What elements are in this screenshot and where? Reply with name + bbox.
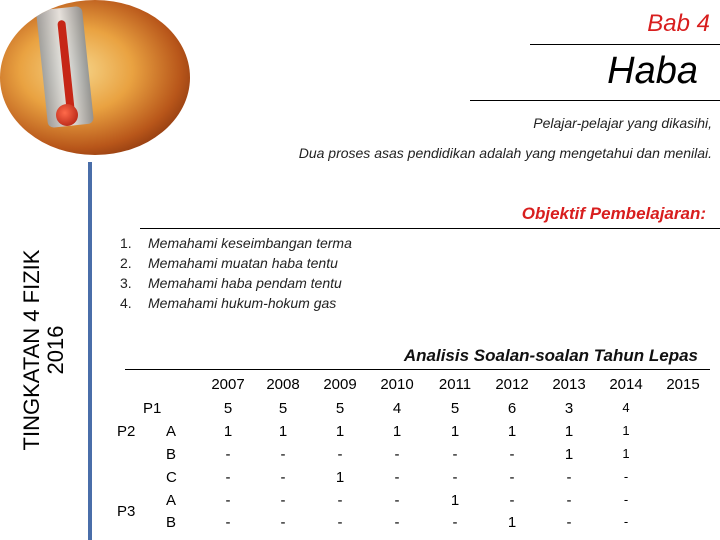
row-group-label: P2 bbox=[117, 423, 136, 440]
table-cell: 6 bbox=[507, 400, 517, 417]
row-group-label: P1 bbox=[143, 400, 162, 417]
row-sub-label: C bbox=[166, 469, 177, 486]
table-cell: - bbox=[452, 446, 458, 463]
table-cell: - bbox=[225, 492, 231, 509]
table-cell: 4 bbox=[622, 400, 630, 415]
table-cell: - bbox=[566, 469, 572, 486]
table-cell: 1 bbox=[335, 469, 345, 486]
objective-item: 4. Memahami hukum-hokum gas bbox=[120, 295, 337, 311]
year-header: 2013 bbox=[552, 376, 586, 393]
analysis-underline bbox=[125, 369, 710, 370]
table-cell: 1 bbox=[564, 446, 574, 463]
row-sub-label: B bbox=[166, 514, 177, 531]
table-cell: - bbox=[225, 514, 231, 531]
title-underline bbox=[470, 100, 720, 101]
year-header: 2008 bbox=[266, 376, 300, 393]
page-title: Haba bbox=[607, 50, 698, 92]
table-cell: 1 bbox=[392, 423, 402, 440]
table-cell: - bbox=[337, 492, 343, 509]
table-cell: - bbox=[280, 492, 286, 509]
table-cell: - bbox=[623, 492, 629, 507]
table-cell: - bbox=[225, 469, 231, 486]
objective-item: 3. Memahami haba pendam tentu bbox=[120, 275, 342, 291]
table-cell: - bbox=[509, 492, 515, 509]
table-cell: - bbox=[394, 469, 400, 486]
objectives-underline bbox=[140, 228, 720, 229]
intro-greeting: Pelajar-pelajar yang dikasihi, bbox=[533, 115, 712, 131]
table-cell: 1 bbox=[223, 423, 233, 440]
side-banner-line1: TINGKATAN 4 FIZIK bbox=[19, 249, 44, 451]
table-cell: - bbox=[509, 446, 515, 463]
row-sub-label: A bbox=[166, 492, 177, 509]
side-banner bbox=[20, 185, 68, 515]
table-cell: 1 bbox=[622, 446, 630, 461]
table-cell: - bbox=[623, 469, 629, 484]
chapter-underline bbox=[530, 44, 720, 45]
table-cell: 1 bbox=[564, 423, 574, 440]
objectives-title: Objektif Pembelajaran: bbox=[521, 204, 706, 223]
table-cell: 1 bbox=[450, 423, 460, 440]
table-cell: 1 bbox=[450, 492, 460, 509]
table-cell: - bbox=[225, 446, 231, 463]
thermometer-photo bbox=[0, 0, 190, 155]
table-cell: - bbox=[280, 446, 286, 463]
year-header: 2012 bbox=[495, 376, 529, 393]
intro-statement: Dua proses asas pendidikan adalah yang mengetahui dan menilai. bbox=[298, 145, 712, 161]
objectives-list bbox=[120, 233, 352, 313]
table-cell: 1 bbox=[507, 423, 517, 440]
table-cell: - bbox=[394, 492, 400, 509]
table-cell: 5 bbox=[335, 400, 345, 417]
objective-item: 1. Memahami keseimbangan terma bbox=[120, 235, 352, 251]
table-cell: 1 bbox=[278, 423, 288, 440]
table-cell: - bbox=[452, 469, 458, 486]
chapter-label: Bab 4 bbox=[647, 10, 710, 37]
row-sub-label: B bbox=[166, 446, 177, 463]
table-cell: 1 bbox=[622, 423, 630, 438]
table-cell: - bbox=[337, 514, 343, 531]
year-header: 2010 bbox=[380, 376, 414, 393]
table-cell: 3 bbox=[564, 400, 574, 417]
side-banner-line2: 2016 bbox=[43, 325, 68, 375]
year-header: 2015 bbox=[666, 376, 700, 393]
year-header: 2007 bbox=[211, 376, 245, 393]
objective-item: 2. Memahami muatan haba tentu bbox=[120, 255, 338, 271]
year-header: 2011 bbox=[438, 376, 472, 393]
table-cell: - bbox=[394, 446, 400, 463]
table-cell: 5 bbox=[450, 400, 460, 417]
year-header: 2014 bbox=[609, 376, 643, 393]
table-cell: - bbox=[509, 469, 515, 486]
table-cell: 1 bbox=[335, 423, 345, 440]
table-cell: 5 bbox=[223, 400, 233, 417]
table-cell: - bbox=[566, 514, 572, 531]
table-cell: 5 bbox=[278, 400, 288, 417]
table-cell: - bbox=[337, 446, 343, 463]
table-cell: - bbox=[566, 492, 572, 509]
analysis-title: Analisis Soalan-soalan Tahun Lepas bbox=[403, 346, 698, 365]
row-group-label: P3 bbox=[117, 503, 136, 520]
table-cell: - bbox=[623, 514, 629, 529]
row-sub-label: A bbox=[166, 423, 177, 440]
table-cell: - bbox=[280, 469, 286, 486]
table-cell: - bbox=[394, 514, 400, 531]
table-cell: - bbox=[452, 514, 458, 531]
table-cell: 1 bbox=[507, 514, 517, 531]
table-cell: 4 bbox=[392, 400, 402, 417]
vertical-divider bbox=[88, 162, 92, 540]
thermometer-bulb bbox=[56, 104, 78, 126]
year-header: 2009 bbox=[323, 376, 357, 393]
table-cell: - bbox=[280, 514, 286, 531]
